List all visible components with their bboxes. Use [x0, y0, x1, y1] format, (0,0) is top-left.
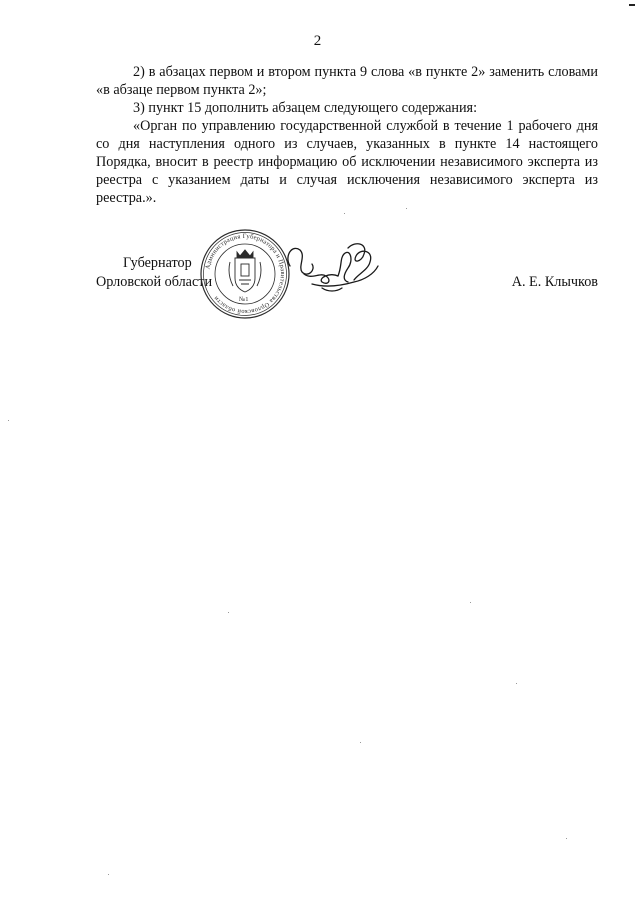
seal-number: №1 [239, 296, 249, 303]
signer-position-line-1: Губернатор [123, 255, 192, 271]
scan-speck [8, 420, 9, 421]
scan-speck [360, 742, 361, 743]
paragraph-item-3: 3) пункт 15 дополнить абзацем следующего содержания: [133, 100, 478, 116]
seal-ring-text: Администрация Губернатора и Правительства Орловской области [204, 232, 287, 316]
document-body [96, 63, 598, 207]
scan-speck [470, 602, 471, 603]
page-number: 2 [313, 33, 322, 49]
scan-speck [406, 208, 407, 209]
scan-speck [228, 612, 229, 613]
scan-speck [108, 874, 109, 875]
paragraph-item-2: 2) в абзацах первом и втором пункта 9 слова «в пункте 2» заменить словами «в абзаце первом пункта 2»; [96, 64, 598, 98]
signer-name: А. Е. Клычков [511, 274, 598, 290]
scan-corner-mark [629, 4, 635, 6]
signer-position-line-2: Орловской области [96, 274, 213, 290]
scan-speck [516, 683, 517, 684]
paragraph-quote: «Орган по управлению государственной службой в течение 1 рабочего дня со дня наступления одного из случаев, указанных в пункте 14 настоящего Порядка, вносит в реестр информацию об исключении независимого эксперта из реестра с указанием даты и случая исключения независимого эксперта из реестра.». [96, 118, 598, 206]
scan-speck [566, 838, 567, 839]
coat-of-arms-icon [229, 250, 261, 292]
scan-speck [344, 213, 345, 214]
handwritten-signature [282, 236, 382, 298]
official-seal-stamp [199, 228, 291, 320]
